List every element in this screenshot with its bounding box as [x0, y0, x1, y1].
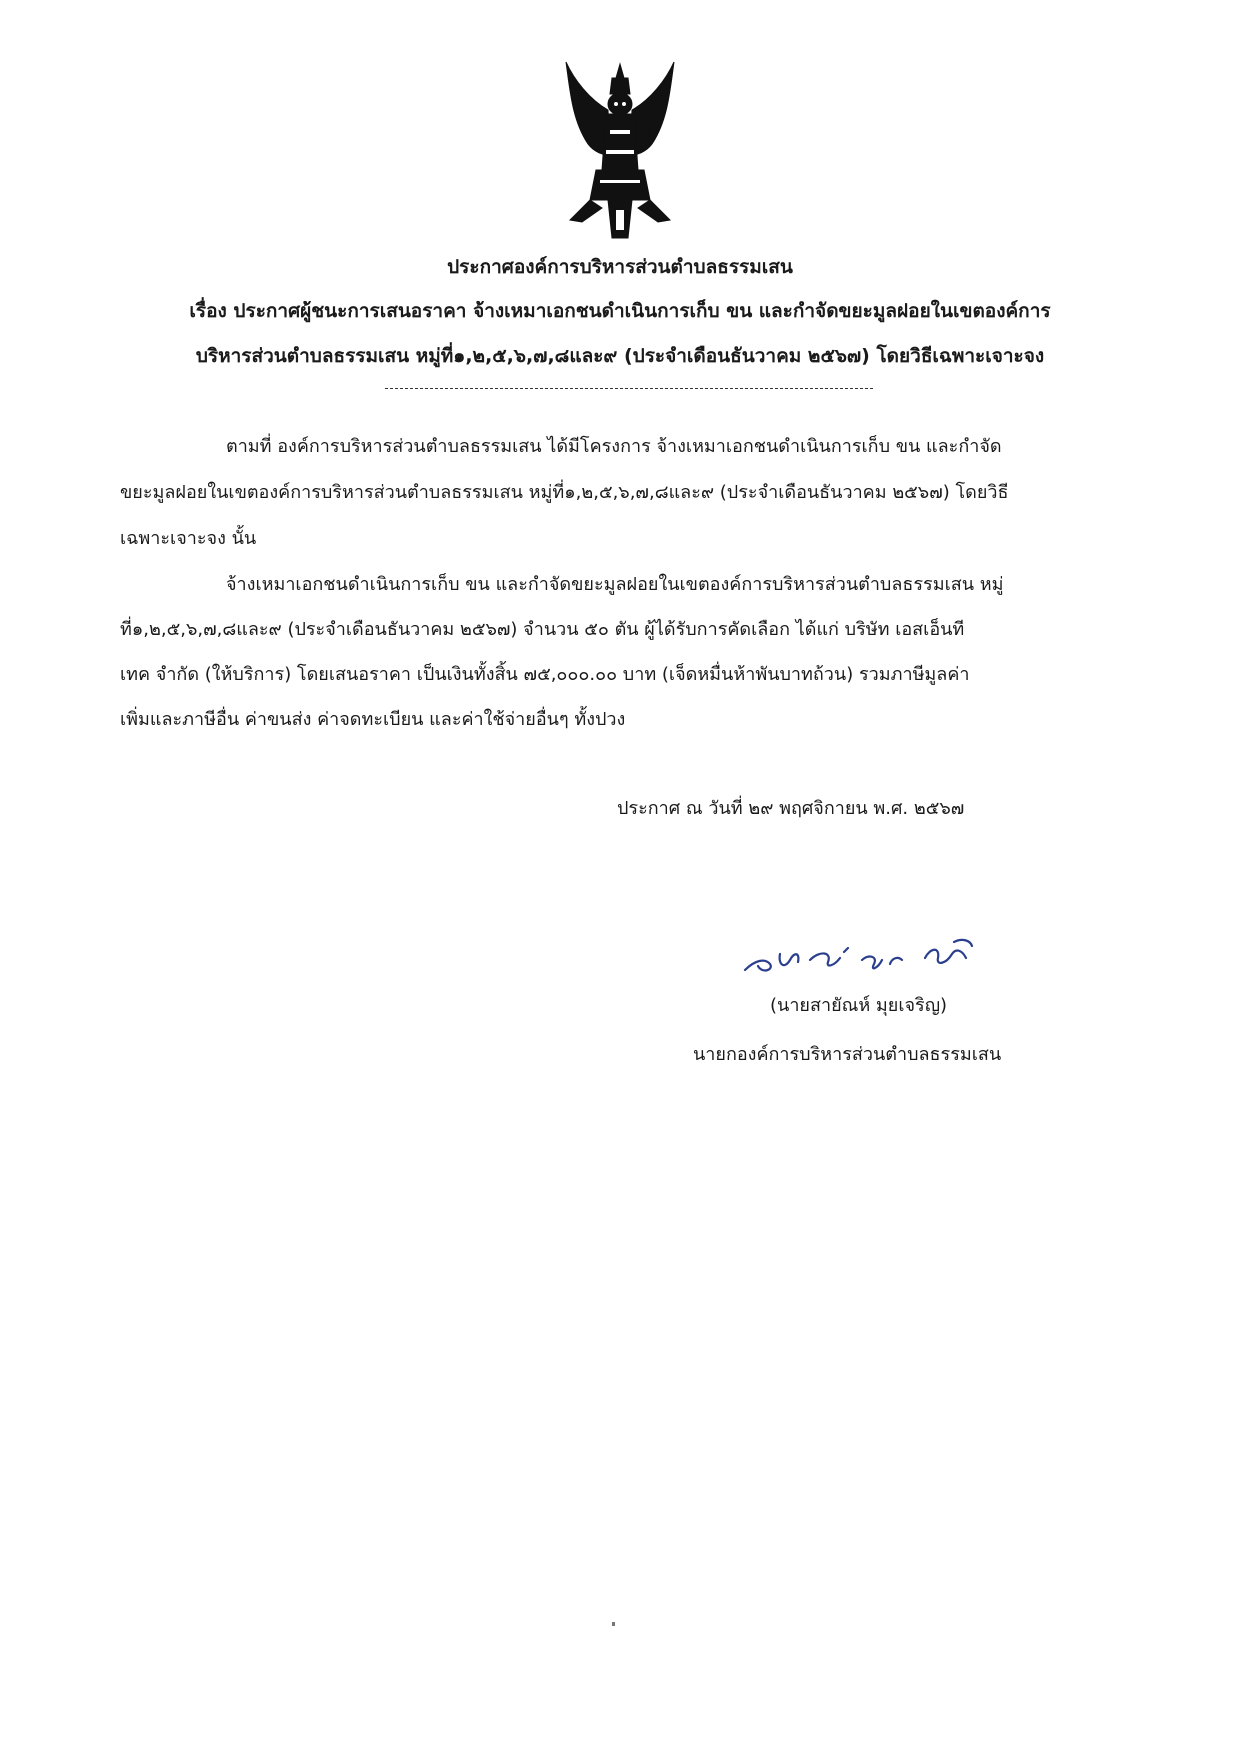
announce-date: ประกาศ ณ วันที่ ๒๙ พฤศจิกายน พ.ศ. ๒๕๖๗: [617, 798, 965, 819]
subject-line-2: บริหารส่วนตำบลธรรมเสน หมู่ที่๑,๒,๕,๖,๗,๘และ๙ (ประจำเดือนธันวาคม ๒๕๖๗) โดยวิธีเฉพาะเจาะจง: [195, 345, 1045, 367]
para2-line3: เทค จำกัด (ให้บริการ) โดยเสนอราคา เป็นเงินทั้งสิ้น ๗๕,๐๐๐.๐๐ บาท (เจ็ดหมื่นห้าพันบาทถ้วน) รวมภาษีมูลค่า: [120, 664, 970, 685]
para2-line2: ที่๑,๒,๕,๖,๗,๘และ๙ (ประจำเดือนธันวาคม ๒๕๖๗) จำนวน ๕๐ ตัน ผู้ได้รับการคัดเลือก ได้แก่ บริษัท เอสเอ็นที: [120, 619, 965, 640]
dashed-divider: [385, 388, 873, 389]
announcement-title: ประกาศองค์การบริหารส่วนตำบลธรรมเสน: [447, 256, 793, 278]
para1-line1: ตามที่ องค์การบริหารส่วนตำบลธรรมเสน ได้มีโครงการ จ้างเหมาเอกชนดำเนินการเก็บ ขน และกำจัด: [226, 436, 1002, 457]
para1-line3: เฉพาะเจาะจง นั้น: [120, 528, 257, 549]
para2-line4: เพิ่มและภาษีอื่น ค่าขนส่ง ค่าจดทะเบียน และค่าใช้จ่ายอื่นๆ ทั้งปวง: [120, 709, 626, 730]
para2-line1: จ้างเหมาเอกชนดำเนินการเก็บ ขน และกำจัดขยะมูลฝอยในเขตองค์การบริหารส่วนตำบลธรรมเสน หมู่: [226, 574, 1004, 595]
signatory-name: (นายสายัณห์ มุยเจริญ): [770, 995, 948, 1016]
handwritten-signature: [740, 930, 1010, 990]
para1-line2: ขยะมูลฝอยในเขตองค์การบริหารส่วนตำบลธรรมเสน หมู่ที่๑,๒,๕,๖,๗,๘และ๙ (ประจำเดือนธันวาคม ๒๕๖๗) โดยวิธี: [120, 482, 1009, 503]
garuda-emblem-icon: [560, 60, 680, 240]
signatory-position: นายกองค์การบริหารส่วนตำบลธรรมเสน: [693, 1044, 1002, 1065]
subject-line-1: เรื่อง ประกาศผู้ชนะการเสนอราคา จ้างเหมาเอกชนดำเนินการเก็บ ขน และกำจัดขยะมูลฝอยในเขตองค์การ: [189, 300, 1051, 322]
scan-speck: [612, 1622, 615, 1626]
